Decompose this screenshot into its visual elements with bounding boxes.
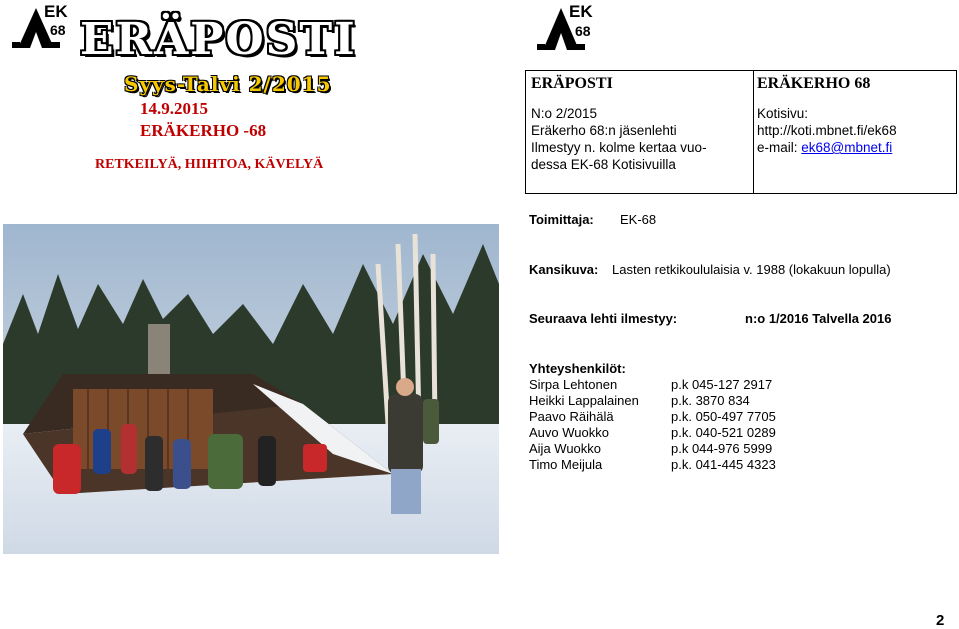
cover-label: Kansikuva:	[529, 262, 599, 277]
email-label: e-mail:	[757, 140, 798, 155]
season-label: Syys-Talvi 2/2015	[124, 72, 332, 96]
contact-name: Aija Wuokko	[529, 441, 602, 456]
activities-line: RETKEILYÄ, HIIHTOA, KÄVELYÄ	[95, 157, 324, 172]
page-number: 2	[936, 612, 945, 629]
contact-name: Heikki Lappalainen	[529, 393, 639, 408]
contact-row	[529, 393, 776, 409]
publication-freq-1: Ilmestyy n. kolme kertaa vuo-	[531, 140, 707, 155]
issue-date: 14.9.2015	[140, 99, 208, 118]
contacts-heading: Yhteyshenkilöt:	[529, 361, 626, 376]
cover-value: Lasten retkikoululaisia v. 1988 (lokakuun lopulla)	[612, 262, 891, 277]
contact-phone: p.k. 3870 834	[671, 393, 750, 408]
contacts-list	[529, 361, 776, 473]
club-name: ERÄKERHO -68	[140, 121, 267, 140]
editor-label: Toimittaja:	[529, 212, 594, 227]
contact-name: Timo Meijula	[529, 457, 603, 472]
email-row	[757, 139, 956, 156]
editor-value: EK-68	[620, 212, 657, 227]
ek68-logo-small	[535, 0, 599, 54]
contact-row	[529, 457, 776, 473]
club-box-heading: ERÄKERHO 68	[757, 75, 871, 92]
masthead-title: ERÄPOSTI	[80, 14, 357, 65]
contact-name: Auvo Wuokko	[529, 425, 609, 440]
next-issue-value: n:o 1/2016 Talvella 2016	[745, 311, 892, 326]
contact-phone: p.k. 050-497 7705	[671, 409, 776, 424]
homepage-url[interactable]: http://koti.mbnet.fi/ek68	[757, 123, 897, 138]
publication-freq-2: dessa EK-68 Kotisivuilla	[531, 157, 676, 172]
publication-desc: Eräkerho 68:n jäsenlehti	[531, 123, 677, 138]
homepage-label: Kotisivu:	[757, 106, 809, 121]
svg-text:EK: EK	[44, 2, 68, 21]
contact-name: Sirpa Lehtonen	[529, 377, 618, 392]
contact-phone: p.k. 041-445 4323	[671, 457, 776, 472]
contact-phone: p.k. 040-521 0289	[671, 425, 776, 440]
contact-phone: p.k 045-127 2917	[671, 377, 773, 392]
email-link[interactable]: ek68@mbnet.fi	[801, 140, 893, 155]
contact-phone: p.k 044-976 5999	[671, 441, 773, 456]
contact-name: Paavo Räihälä	[529, 409, 614, 424]
issue-number: N:o 2/2015	[531, 106, 598, 121]
info-box-heading: ERÄPOSTI	[531, 75, 613, 92]
contact-row	[529, 441, 776, 457]
contact-row	[529, 377, 776, 393]
info-box-left	[525, 70, 754, 194]
svg-text:EK: EK	[569, 2, 593, 21]
contact-row	[529, 409, 776, 425]
svg-text:68: 68	[50, 22, 66, 38]
svg-text:68: 68	[575, 23, 591, 39]
contact-row	[529, 425, 776, 441]
next-issue-label: Seuraava lehti ilmestyy:	[529, 311, 678, 326]
cover-photo	[3, 224, 499, 554]
info-box-right	[753, 70, 957, 194]
ek68-logo	[10, 2, 74, 52]
